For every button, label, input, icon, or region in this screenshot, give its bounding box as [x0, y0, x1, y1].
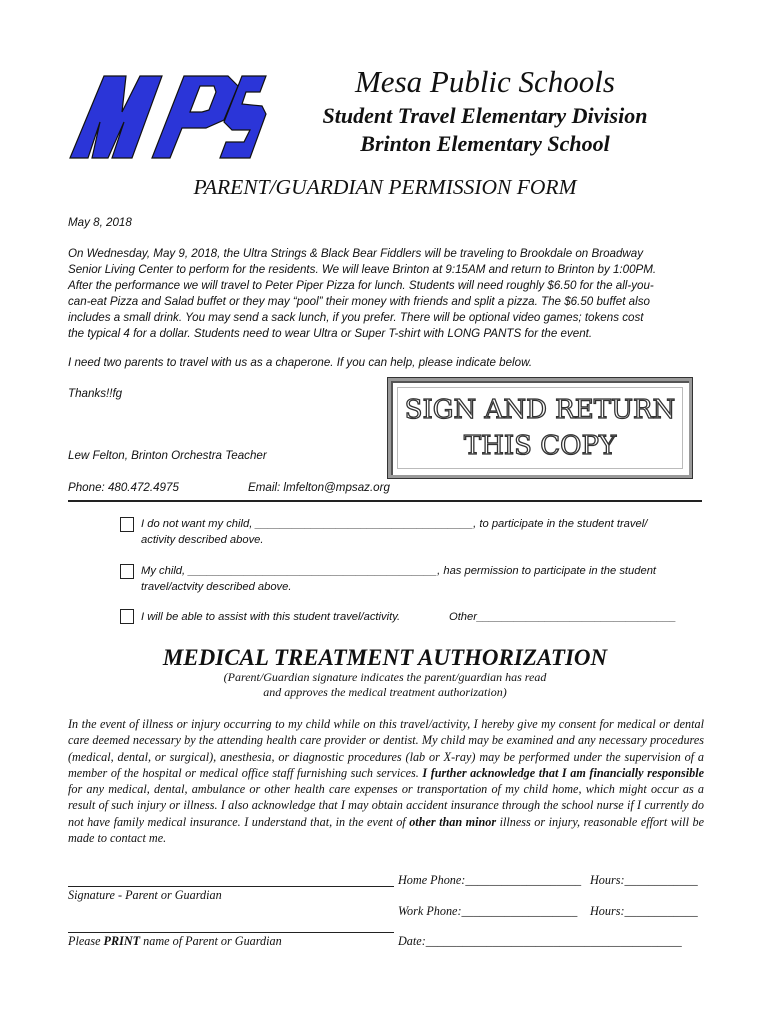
medical-subtitle-line: and approves the medical treatment authorization): [263, 685, 507, 699]
date-field[interactable]: Date:__________________________________________: [398, 934, 682, 948]
teacher-phone: Phone: 480.472.4975: [68, 481, 179, 494]
form-title: PARENT/GUARDIAN PERMISSION FORM: [193, 175, 577, 199]
thanks-note: Thanks!!fg: [68, 387, 123, 400]
division-title: Student Travel Elementary Division: [322, 103, 648, 128]
letter-date: May 8, 2018: [68, 216, 132, 229]
org-title: Mesa Public Schools: [354, 64, 615, 99]
print-label-post: name of Parent or Guardian: [140, 934, 282, 948]
option-chaperone-text: I will be able to assist with this student travel/activity.: [141, 611, 401, 623]
medical-text: In the event of illness or injury occurring to my child while on this travel/activity, I hereby give my consent for medical or dental care deemed necessary by the attending health care provider or dentist. My child may be examined and any necessary procedures (medical, dental, or surgical), anesthesia, or diagnostic procedures (lab or X-ray) may be performed under the supervision of a member of the hospital or medical office staff furnishing such services.: [68, 717, 704, 780]
option-decline-text: I do not want my child, ___________________________________, to participate in the student travel/: [141, 518, 648, 530]
signature-label: Signature - Parent or Guardian: [68, 888, 222, 902]
body-line: After the performance we will travel to Peter Piper Pizza for lunch. Students will need roughly $6.50 for the all-you-: [68, 279, 654, 292]
option-permission-text: My child, ________________________________________, has permission to participate in the student: [141, 565, 657, 577]
work-phone-field[interactable]: Work Phone:___________________: [398, 904, 578, 918]
stamp-line-2: THIS COPY: [463, 431, 617, 461]
medical-subtitle-line: (Parent/Guardian signature indicates the parent/guardian has read: [223, 670, 547, 684]
sign-return-stamp: [388, 378, 692, 478]
medical-text-bold: other than minor: [409, 814, 497, 829]
body-line: can-eat Pizza and Salad buffet or they may “pool” their money with friends and split a pizza. The $6.50 buffet also: [68, 295, 650, 308]
section-divider: [68, 500, 702, 502]
checkbox-chaperone[interactable]: [120, 609, 134, 624]
body-line: includes a small drink. You may send a sack lunch, if you prefer. There will be optional video games; tokens cost: [68, 311, 644, 324]
body-line: On Wednesday, May 9, 2018, the Ultra Strings & Black Bear Fiddlers will be traveling to Brookdale on Broadway: [68, 247, 644, 260]
hours-field-2[interactable]: Hours:____________: [590, 904, 698, 918]
mps-logo: [66, 72, 266, 167]
medical-paragraph: [68, 716, 704, 846]
hours-field-1[interactable]: Hours:____________: [590, 873, 698, 887]
medical-title: MEDICAL TREATMENT AUTHORIZATION: [162, 645, 608, 670]
option-decline-text-2: activity described above.: [141, 534, 264, 546]
option-permission-text-2: travel/actvity described above.: [141, 581, 292, 593]
checkbox-decline[interactable]: [120, 517, 134, 532]
body-line: the typical 4 for a dollar. Students need to wear Ultra or Super T-shirt with LONG PANTS for the event.: [68, 327, 593, 340]
medical-text: for any medical, dental, ambulance or other health care expenses or transportation of my child home, which might occur as a result of such injury or illness. I also acknowledge that I may obtain accident insurance through the school nurse if I currently do not have family medical insurance. I understand that, in the event of: [68, 782, 704, 829]
letter-body: [68, 246, 708, 342]
logo-text: MPS: [166, 166, 169, 167]
option-other-field[interactable]: Other________________________________: [449, 611, 677, 623]
print-label-bold: PRINT: [103, 934, 141, 948]
medical-subtitle: [0, 670, 770, 700]
checkbox-permission[interactable]: [120, 564, 134, 579]
teacher-name: Lew Felton, Brinton Orchestra Teacher: [68, 449, 267, 462]
medical-text: illness or injury, reasonable effort will be made to contact me.: [68, 814, 705, 846]
teacher-email: Email: lmfelton@mpsaz.org: [248, 481, 390, 494]
school-title: Brinton Elementary School: [360, 131, 610, 156]
signature-line[interactable]: [68, 886, 394, 887]
chaperone-note: I need two parents to travel with us as a chaperone. If you can help, please indicate below.: [68, 356, 533, 369]
stamp-line-1: SIGN AND RETURN: [404, 395, 676, 425]
medical-text-bold: I further acknowledge that I am financially responsible: [422, 765, 704, 780]
print-name-line[interactable]: [68, 932, 394, 933]
body-line: Senior Living Center to perform for the residents. We will leave Brinton at 9:15AM and return to Brinton by 1:00PM.: [68, 263, 657, 276]
print-name-label: [68, 934, 282, 949]
home-phone-field[interactable]: Home Phone:___________________: [398, 873, 582, 887]
print-label-pre: Please: [68, 934, 104, 948]
